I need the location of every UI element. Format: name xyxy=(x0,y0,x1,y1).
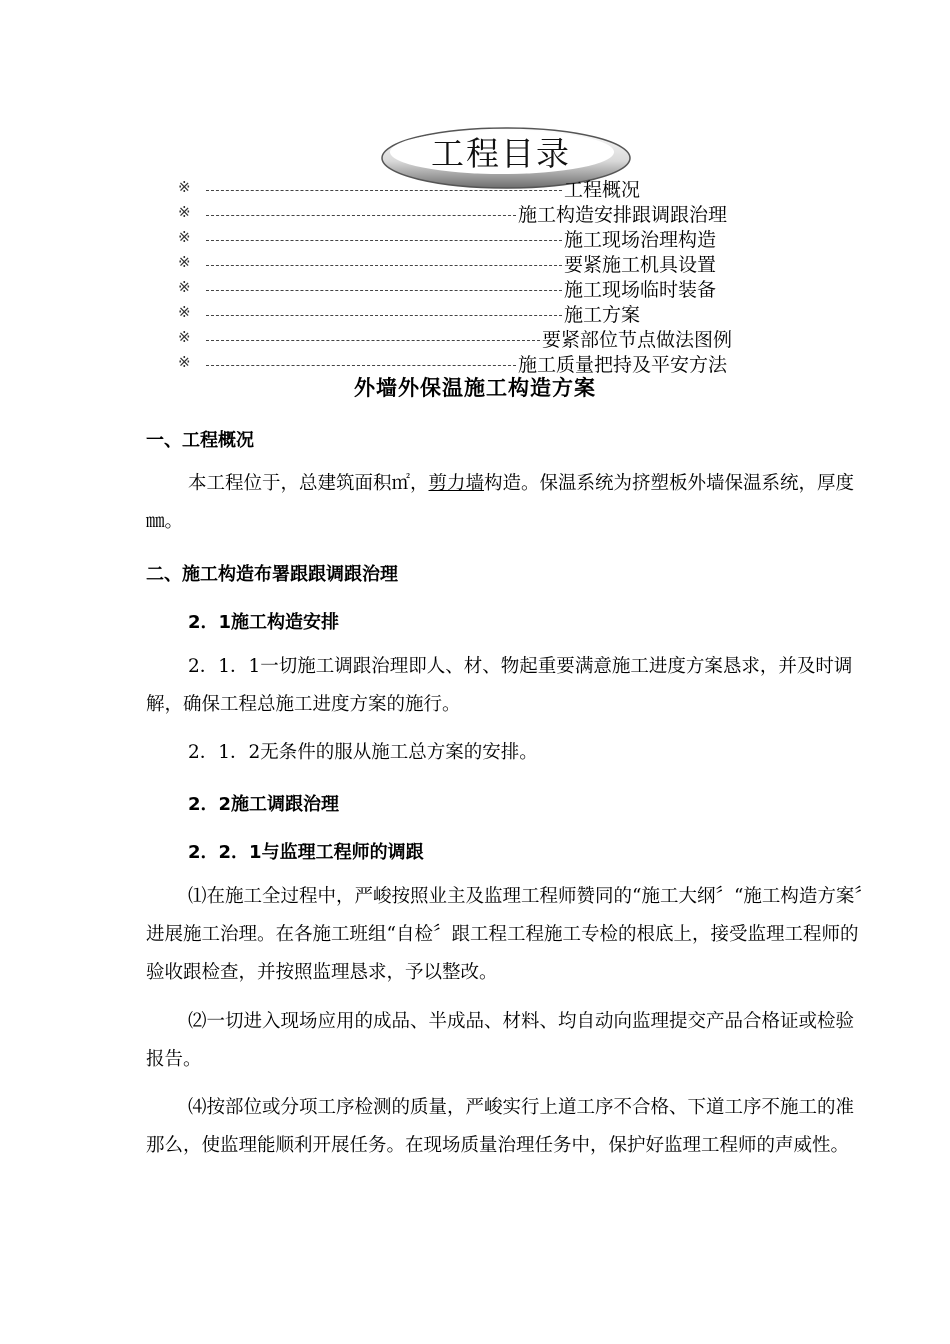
toc-leader xyxy=(206,240,562,241)
toc-item[interactable] xyxy=(0,275,950,301)
subsection-heading: 2．2．1与监理工程师的调跟 xyxy=(188,842,424,863)
paragraph xyxy=(146,465,866,541)
paragraph: ⑷按部位或分项工序检测的质量，严峻实行上道工序不合格、下道工序不施工的准那么，使监理能顺利开展任务。在现场质量治理任务中，保护好监理工程师的声威性。 xyxy=(146,1097,855,1156)
reference-mark-icon: ※ xyxy=(178,228,191,246)
reference-mark-icon: ※ xyxy=(178,253,191,271)
reference-mark-icon: ※ xyxy=(178,353,191,371)
toc-item-label: 施工方案 xyxy=(564,304,641,326)
reference-mark-icon: ※ xyxy=(178,178,191,196)
toc-leader xyxy=(206,290,562,291)
toc-item[interactable] xyxy=(0,225,950,251)
toc-leader xyxy=(206,215,516,216)
paragraph: ⑵一切进入现场应用的成品、半成品、材料、均自动向监理提交产品合格证或检验报告。 xyxy=(146,1011,855,1070)
subsection-heading: 2．1施工构造安排 xyxy=(188,612,340,633)
toc-leader xyxy=(206,265,562,266)
toc-item-label: 施工构造安排跟调跟治理 xyxy=(518,204,728,226)
toc-leader xyxy=(206,365,516,366)
reference-mark-icon: ※ xyxy=(178,328,191,346)
reference-mark-icon: ※ xyxy=(178,303,191,321)
link-shear-wall[interactable]: 剪力墙 xyxy=(428,473,485,494)
paragraph: 2．1．2无条件的服从施工总方案的安排。 xyxy=(188,742,538,763)
toc-item-label: 施工现场临时装备 xyxy=(564,279,717,301)
toc-leader xyxy=(206,340,540,341)
paragraph-text: 构造。保温系统为挤塑板外墙保温系统，厚度㎜。 xyxy=(146,473,855,532)
paragraph-text: 本工程位于，总建筑面积㎡， xyxy=(188,473,429,494)
toc-item-label: 工程概况 xyxy=(564,179,641,201)
toc-heading: 工程目录 xyxy=(431,134,571,173)
section-heading: 二、施工构造布署跟跟调跟治理 xyxy=(146,564,398,585)
paragraph: 2．1．1一切施工调跟治理即人、材、物起重要满意施工进度方案恳求，并及时调解，确保工程总施工进度方案的施行。 xyxy=(146,656,853,715)
toc-item[interactable] xyxy=(0,325,950,351)
toc-item[interactable] xyxy=(0,250,950,276)
toc-item-label: 施工现场治理构造 xyxy=(564,229,717,251)
toc-item[interactable] xyxy=(0,200,950,226)
toc-item-label: 要紧施工机具设置 xyxy=(564,254,717,276)
reference-mark-icon: ※ xyxy=(178,203,191,221)
toc-leader xyxy=(206,190,562,191)
toc-leader xyxy=(206,315,562,316)
paragraph: ⑴在施工全过程中，严峻按照业主及监理工程师赞同的“施工大纲〞“施工构造方案〞进展施工治理。在各施工班组“自检〞跟工程工程施工专检的根底上，接受监理工程师的验收跟检查，并按照监理恳求，予以整改。 xyxy=(146,886,864,983)
section-heading: 一、工程概况 xyxy=(146,430,254,451)
toc-item[interactable] xyxy=(0,175,950,201)
toc-item-label: 施工质量把持及平安方法 xyxy=(518,354,728,376)
toc-item-label: 要紧部位节点做法图例 xyxy=(542,329,733,351)
document-title: 外墙外保温施工构造方案 xyxy=(354,376,596,400)
subsection-heading: 2．2施工调跟治理 xyxy=(188,794,340,815)
reference-mark-icon: ※ xyxy=(178,278,191,296)
toc-item[interactable] xyxy=(0,300,950,326)
